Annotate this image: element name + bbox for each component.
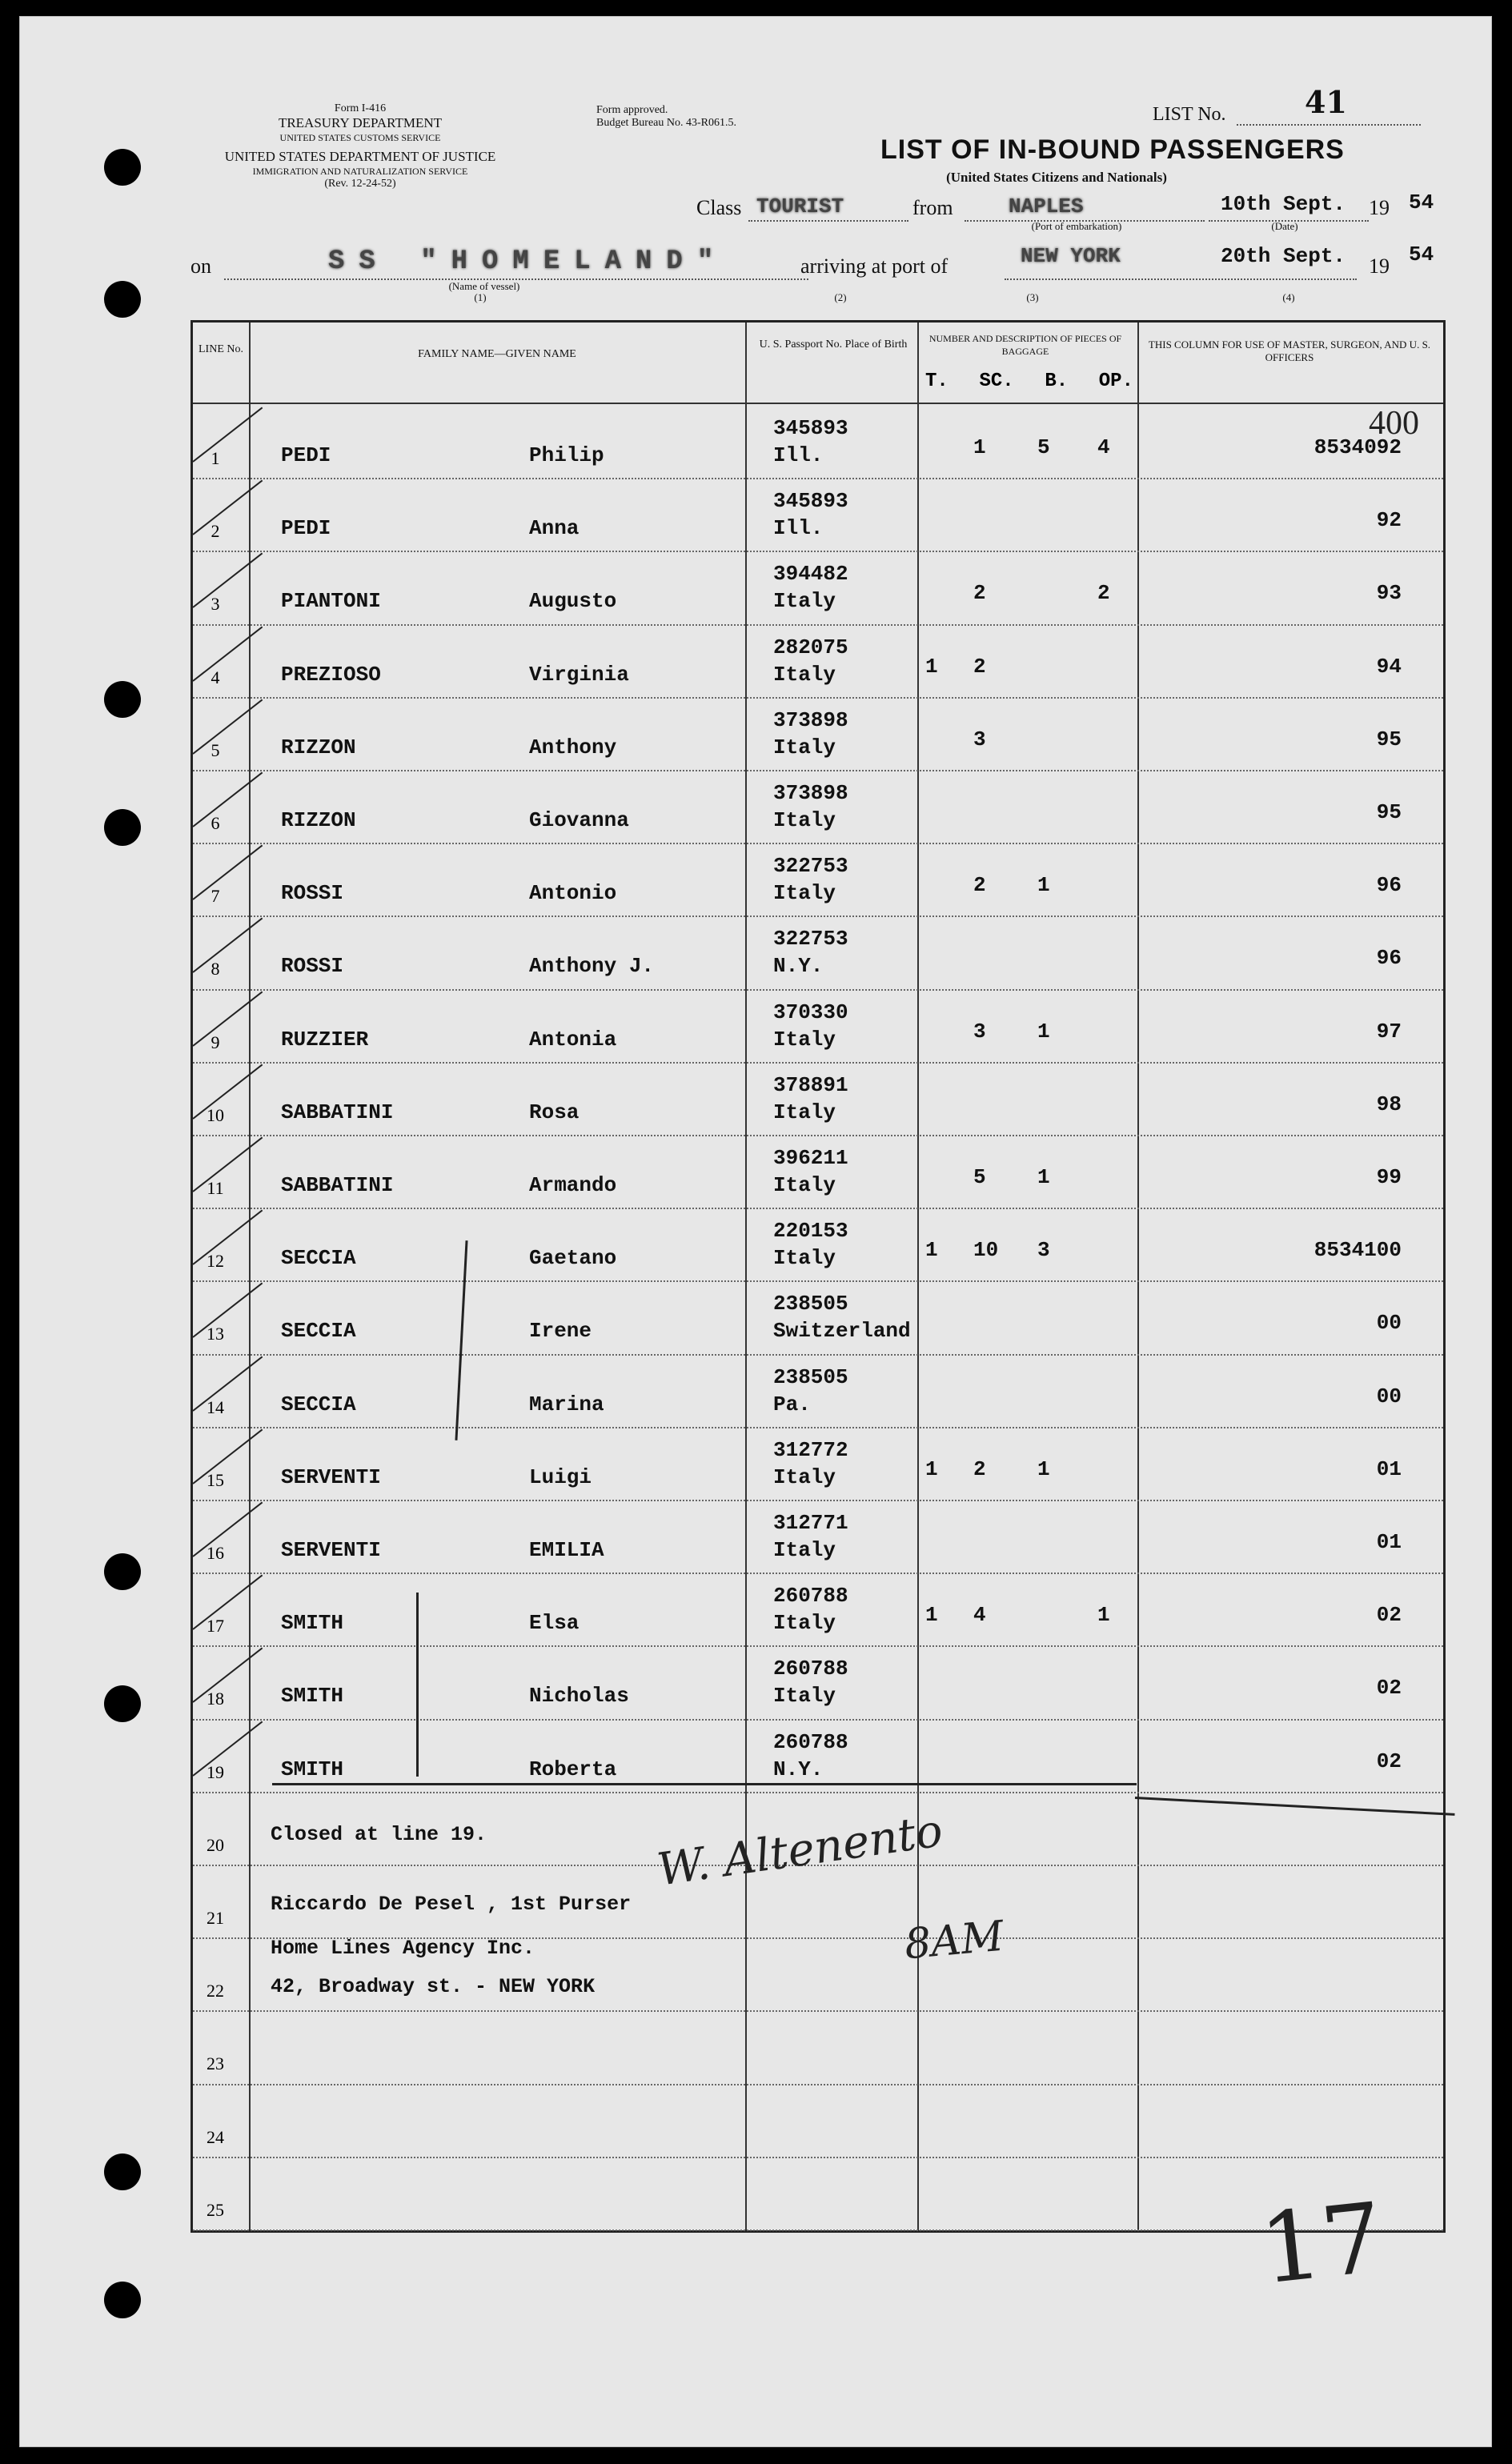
passport-number: 220153 — [773, 1219, 848, 1244]
place-of-birth: Italy — [773, 662, 836, 687]
officer-number: 93 — [1376, 581, 1402, 606]
given-name: Anthony J. — [529, 954, 655, 979]
table-row — [193, 843, 1443, 917]
punch-hole — [104, 281, 141, 318]
table-row — [193, 405, 1443, 479]
table-row — [193, 1208, 1443, 1282]
closing-rule — [272, 1783, 1137, 1785]
passport-number: 238505 — [773, 1292, 848, 1316]
line-number: 20 — [207, 1834, 224, 1855]
line-number: 15 — [207, 1469, 224, 1490]
officer-number: 02 — [1376, 1603, 1402, 1628]
place-of-birth: N.Y. — [773, 1757, 824, 1781]
punch-hole — [104, 809, 141, 846]
family-name: SERVENTI — [281, 1464, 381, 1489]
punch-hole — [104, 1685, 141, 1722]
form-approved: Form approved. — [596, 104, 668, 116]
place-of-birth: Italy — [773, 808, 836, 832]
given-name: Virginia — [529, 662, 629, 687]
arrival-year: 54 — [1409, 242, 1434, 266]
officer-number: 01 — [1376, 1530, 1402, 1554]
given-name: Augusto — [529, 589, 617, 614]
passport-number: 312771 — [773, 1511, 848, 1535]
officer-number: 96 — [1376, 873, 1402, 898]
col-num-3: (3) — [1026, 291, 1039, 303]
table-row — [193, 1719, 1443, 1793]
family-name: PREZIOSO — [281, 662, 381, 687]
baggage-b: 5 — [1037, 435, 1050, 459]
line-number: 1 — [211, 448, 220, 468]
officer-number: 99 — [1376, 1165, 1402, 1189]
baggage-sc: 4 — [973, 1603, 986, 1628]
line-number: 5 — [211, 739, 220, 760]
place-of-birth: Italy — [773, 735, 836, 759]
table-row — [193, 478, 1443, 552]
col-num-1: (1) — [474, 291, 487, 303]
col-header-passport: U. S. Passport No. Place of Birth — [759, 339, 908, 351]
given-name: Antonia — [529, 1027, 617, 1052]
customs-service: UNITED STATES CUSTOMS SERVICE — [279, 132, 441, 143]
class-line — [748, 220, 908, 222]
place-of-birth: Italy — [773, 881, 836, 906]
year-prefix-2: 19 — [1369, 254, 1390, 278]
place-of-birth: Italy — [773, 1027, 836, 1052]
date-note: (Date) — [1271, 220, 1298, 232]
col-header-baggage: NUMBER AND DESCRIPTION OF PIECES OF BAGGAGE — [928, 333, 1122, 357]
baggage-op: 4 — [1097, 435, 1110, 459]
line-number: 11 — [207, 1178, 224, 1198]
justice-dept: UNITED STATES DEPARTMENT OF JUSTICE — [224, 149, 496, 164]
page-count-note: 400 — [1369, 405, 1419, 442]
from-value: NAPLES — [1009, 194, 1084, 218]
col-num-4: (4) — [1282, 291, 1295, 303]
line-number: 23 — [207, 2053, 224, 2074]
place-of-birth: Pa. — [773, 1392, 811, 1416]
line-number: 13 — [207, 1324, 224, 1344]
officer-number: 02 — [1376, 1676, 1402, 1701]
signature-time: 8AM — [902, 1912, 1006, 1969]
baggage-b: 1 — [1037, 873, 1050, 898]
officer-number: 95 — [1376, 800, 1402, 824]
line-number: 16 — [207, 1543, 224, 1563]
port-embark-note: (Port of embarkation) — [1031, 220, 1122, 232]
immigration-service: IMMIGRATION AND NATURALIZATION SERVICE — [252, 166, 468, 177]
place-of-birth: N.Y. — [773, 954, 824, 979]
sailing-year: 54 — [1409, 190, 1434, 214]
list-no-label: LIST No. — [1153, 104, 1226, 125]
line-number: 25 — [207, 2199, 224, 2220]
line-number: 22 — [207, 1981, 224, 2001]
baggage-sc: 5 — [973, 1165, 986, 1189]
passport-number: 373898 — [773, 781, 848, 805]
family-name: SERVENTI — [281, 1538, 381, 1562]
given-name: Roberta — [529, 1757, 617, 1781]
given-name: EMILIA — [529, 1538, 604, 1562]
table-row — [193, 2084, 1443, 2158]
from-label: from — [912, 196, 953, 219]
baggage-sc: 2 — [973, 873, 986, 898]
purser-name: Riccardo De Pesel , 1st Purser — [271, 1893, 632, 1916]
table-row — [193, 1280, 1443, 1355]
baggage-sc: 2 — [973, 654, 986, 679]
line-number: 2 — [211, 521, 220, 542]
table-row — [193, 1354, 1443, 1428]
given-name: Elsa — [529, 1611, 580, 1636]
baggage-op: 1 — [1097, 1603, 1110, 1628]
officer-number: 8534100 — [1313, 1238, 1402, 1263]
place-of-birth: Italy — [773, 1538, 836, 1562]
agency-name: Home Lines Agency Inc. — [271, 1937, 535, 1960]
arrival-date: 20th Sept. — [1221, 244, 1346, 268]
passport-number: 322753 — [773, 854, 848, 879]
baggage-sub-b: B. — [1045, 371, 1069, 392]
given-name: Rosa — [529, 1100, 580, 1124]
passport-number: 312772 — [773, 1437, 848, 1462]
line-number: 8 — [211, 959, 220, 980]
family-name: SABBATINI — [281, 1100, 394, 1124]
page-number-note: 17 — [1255, 2182, 1389, 2306]
table-row — [193, 2157, 1443, 2231]
family-name: SMITH — [281, 1611, 344, 1636]
table-row — [193, 1573, 1443, 1647]
page-subtitle: (United States Citizens and Nationals) — [946, 170, 1167, 185]
family-name: PEDI — [281, 443, 331, 467]
budget-bureau: Budget Bureau No. 43-R061.5. — [596, 117, 736, 129]
family-name: RIZZON — [281, 735, 356, 759]
col-header-line: LINE No. — [199, 343, 243, 355]
line-number: 6 — [211, 813, 220, 833]
given-name: Anna — [529, 516, 580, 541]
line-number: 4 — [211, 667, 220, 687]
line-number: 21 — [207, 1908, 224, 1928]
family-name: SMITH — [281, 1757, 344, 1781]
col-header-officers: THIS COLUMN FOR USE OF MASTER, SURGEON, AND U. S. OFFICERS — [1148, 339, 1431, 363]
class-label: Class — [696, 196, 742, 219]
line-number: 14 — [207, 1396, 224, 1417]
passport-number: 260788 — [773, 1657, 848, 1681]
line-number: 9 — [211, 1032, 220, 1052]
table-row — [193, 770, 1443, 844]
form-number: Form I-416 — [334, 102, 387, 114]
line-number: 7 — [211, 886, 220, 907]
place-of-birth: Italy — [773, 1246, 836, 1271]
list-no-value: 41 — [1305, 84, 1347, 120]
table-row — [193, 1427, 1443, 1501]
list-no-line — [1237, 124, 1421, 126]
officer-signature: W. Altenento — [654, 1805, 946, 1897]
baggage-t: 1 — [925, 1238, 938, 1263]
punch-hole — [104, 149, 141, 186]
table-row — [193, 697, 1443, 771]
officer-number: 96 — [1376, 946, 1402, 971]
baggage-b: 1 — [1037, 1165, 1050, 1189]
year-prefix: 19 — [1369, 196, 1390, 219]
baggage-sub-sc: SC. — [979, 371, 1014, 392]
treasury-dept: TREASURY DEPARTMENT — [278, 115, 443, 130]
line-number: 24 — [207, 2126, 224, 2147]
passport-number: 396211 — [773, 1146, 848, 1170]
baggage-b: 1 — [1037, 1019, 1050, 1044]
table-row — [193, 1645, 1443, 1720]
place-of-birth: Switzerland — [773, 1319, 911, 1344]
vessel-name: SS "HOMELAND" — [328, 246, 728, 277]
family-name: ROSSI — [281, 881, 344, 906]
place-of-birth: Italy — [773, 1100, 836, 1124]
col-num-2: (2) — [834, 291, 847, 303]
officer-number: 00 — [1376, 1311, 1402, 1336]
officer-number: 94 — [1376, 654, 1402, 679]
family-name: SABBATINI — [281, 1173, 394, 1197]
passport-number: 322753 — [773, 927, 848, 952]
place-of-birth: Ill. — [773, 516, 824, 541]
table-row — [193, 1135, 1443, 1209]
place-of-birth: Italy — [773, 1464, 836, 1489]
place-of-birth: Italy — [773, 1684, 836, 1709]
place-of-birth: Ill. — [773, 443, 824, 467]
family-name: SECCIA — [281, 1392, 356, 1416]
table-row — [193, 551, 1443, 625]
passport-number: 282075 — [773, 635, 848, 659]
given-name: Marina — [529, 1392, 604, 1416]
place-of-birth: Italy — [773, 589, 836, 614]
baggage-sc: 10 — [973, 1238, 999, 1263]
baggage-t: 1 — [925, 1456, 938, 1481]
baggage-sc: 1 — [973, 435, 986, 459]
officer-number: 00 — [1376, 1384, 1402, 1408]
table-row — [193, 2010, 1443, 2085]
baggage-b: 1 — [1037, 1456, 1050, 1481]
officer-number: 92 — [1376, 508, 1402, 533]
passport-number: 260788 — [773, 1729, 848, 1754]
sailing-date: 10th Sept. — [1221, 192, 1346, 216]
page-title: LIST OF IN-BOUND PASSENGERS — [880, 134, 1345, 165]
baggage-sub-t: T. — [925, 371, 949, 392]
officer-number: 01 — [1376, 1456, 1402, 1481]
baggage-sub-op: OP. — [1098, 371, 1133, 392]
officer-number: 02 — [1376, 1749, 1402, 1773]
punch-hole — [104, 2153, 141, 2190]
given-name: Gaetano — [529, 1246, 617, 1271]
punch-hole — [104, 681, 141, 718]
baggage-sc: 2 — [973, 1456, 986, 1481]
baggage-sc: 3 — [973, 1019, 986, 1044]
line-number: 18 — [207, 1689, 224, 1709]
passport-number: 260788 — [773, 1584, 848, 1609]
baggage-subheaders — [925, 371, 1133, 392]
family-name: SMITH — [281, 1684, 344, 1709]
col-header-name: FAMILY NAME—GIVEN NAME — [418, 348, 576, 360]
baggage-op: 2 — [1097, 581, 1110, 606]
given-name: Antonio — [529, 881, 617, 906]
given-name: Irene — [529, 1319, 592, 1344]
port-arrival: NEW YORK — [1021, 244, 1121, 268]
officer-number: 95 — [1376, 727, 1402, 751]
table-row — [193, 915, 1443, 990]
family-name: RUZZIER — [281, 1027, 369, 1052]
table-row — [193, 624, 1443, 699]
revision-date: (Rev. 12-24-52) — [324, 178, 396, 190]
punch-hole — [104, 2282, 141, 2318]
baggage-sc: 3 — [973, 727, 986, 751]
given-name: Anthony — [529, 735, 617, 759]
passport-number: 378891 — [773, 1072, 848, 1097]
place-of-birth: Italy — [773, 1173, 836, 1197]
vessel-note: (Name of vessel) — [448, 280, 520, 292]
family-name: SECCIA — [281, 1319, 356, 1344]
line-number: 12 — [207, 1251, 224, 1272]
family-name: PIANTONI — [281, 589, 381, 614]
class-value: TOURIST — [756, 194, 844, 218]
line-number: 17 — [207, 1616, 224, 1637]
passport-number: 394482 — [773, 562, 848, 587]
given-name: Philip — [529, 443, 604, 467]
family-name: SECCIA — [281, 1246, 356, 1271]
table-row — [193, 1500, 1443, 1574]
given-name: Armando — [529, 1173, 617, 1197]
punch-hole — [104, 1553, 141, 1590]
passport-number: 373898 — [773, 707, 848, 732]
line-number: 10 — [207, 1104, 224, 1125]
given-name: Nicholas — [529, 1684, 629, 1709]
baggage-sc: 2 — [973, 581, 986, 606]
line-number: 19 — [207, 1761, 224, 1782]
passport-number: 238505 — [773, 1364, 848, 1389]
baggage-t: 1 — [925, 1603, 938, 1628]
officer-number: 97 — [1376, 1019, 1402, 1044]
family-name: ROSSI — [281, 954, 344, 979]
officer-number: 98 — [1376, 1092, 1402, 1116]
passport-number: 345893 — [773, 416, 848, 440]
baggage-b: 3 — [1037, 1238, 1050, 1263]
family-name: RIZZON — [281, 808, 356, 832]
line-number: 3 — [211, 594, 220, 615]
table-row — [193, 1062, 1443, 1136]
place-of-birth: Italy — [773, 1611, 836, 1636]
given-name: Giovanna — [529, 808, 629, 832]
arrival-line — [1005, 278, 1357, 280]
passport-number: 345893 — [773, 489, 848, 514]
on-label: on — [191, 254, 211, 278]
pen-bracket — [416, 1593, 419, 1777]
closed-at-line: Closed at line 19. — [271, 1823, 487, 1846]
passport-number: 370330 — [773, 1000, 848, 1024]
baggage-t: 1 — [925, 654, 938, 679]
table-row — [193, 989, 1443, 1064]
given-name: Luigi — [529, 1464, 592, 1489]
agency-address: 42, Broadway st. - NEW YORK — [271, 1975, 596, 1998]
arriving-label: arriving at port of — [800, 254, 949, 278]
family-name: PEDI — [281, 516, 331, 541]
officer-number: 8534092 — [1313, 435, 1402, 459]
